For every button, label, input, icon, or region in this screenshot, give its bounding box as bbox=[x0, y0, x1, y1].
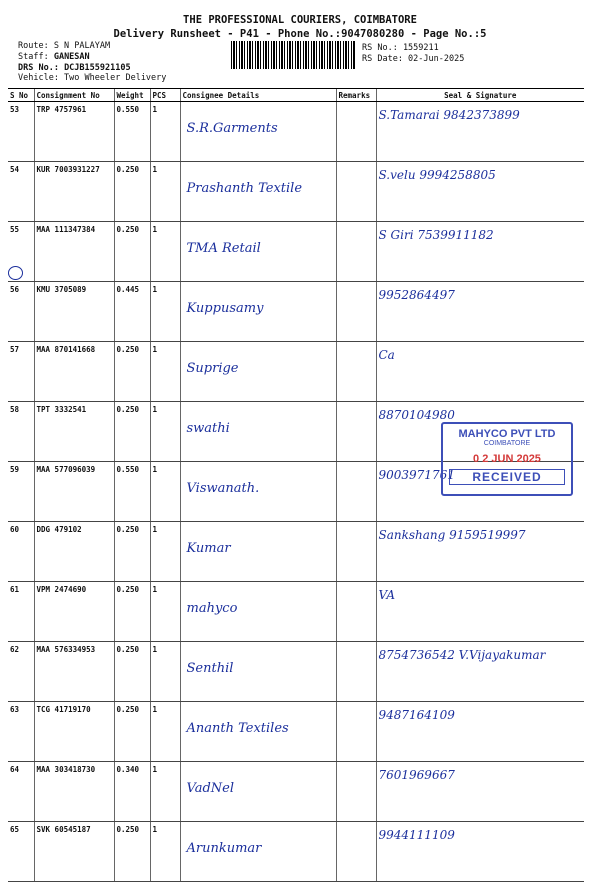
row-weight: 0.550 bbox=[114, 462, 150, 522]
table-row bbox=[8, 642, 584, 702]
row-weight: 0.250 bbox=[114, 342, 150, 402]
row-consignment-no: MAA 577096039 bbox=[34, 462, 114, 522]
row-signature: 8754736542 V.Vijayakumar bbox=[376, 642, 584, 702]
row-remarks bbox=[336, 462, 376, 522]
runsheet-subtitle: Delivery Runsheet - P41 - Phone No.:9047080280 - Page No.:5 bbox=[113, 28, 487, 40]
row-remarks bbox=[336, 582, 376, 642]
row-remarks bbox=[336, 762, 376, 822]
table-row bbox=[8, 522, 584, 582]
row-consignment-no: MAA 870141668 bbox=[34, 342, 114, 402]
row-sno: 53 bbox=[8, 102, 34, 162]
stamp-status: RECEIVED bbox=[449, 469, 565, 485]
table-row bbox=[8, 162, 584, 222]
received-stamp bbox=[441, 422, 573, 496]
table-row bbox=[8, 102, 584, 162]
row-consignment-no: KUR 7003931227 bbox=[34, 162, 114, 222]
row-signature: S Giri 7539911182 bbox=[376, 222, 584, 282]
row-consignee: VadNel bbox=[180, 762, 336, 822]
col-weight: Weight bbox=[114, 89, 150, 102]
vehicle-text: Vehicle: Two Wheeler Delivery bbox=[18, 73, 167, 83]
row-remarks bbox=[336, 222, 376, 282]
table-row bbox=[8, 282, 584, 342]
row-remarks bbox=[336, 282, 376, 342]
row-sno: 60 bbox=[8, 522, 34, 582]
row-consignee: Kumar bbox=[180, 522, 336, 582]
row-signature: 9944111109 bbox=[376, 822, 584, 882]
row-signature: Sankshang 9159519997 bbox=[376, 522, 584, 582]
table-row bbox=[8, 582, 584, 642]
row-weight: 0.250 bbox=[114, 822, 150, 882]
row-consignment-no: MAA 576334953 bbox=[34, 642, 114, 702]
row-weight: 0.445 bbox=[114, 282, 150, 342]
row-consignee: Suprige bbox=[180, 342, 336, 402]
staff-text: Staff: GANESAN bbox=[18, 52, 90, 62]
row-weight: 0.250 bbox=[114, 402, 150, 462]
route-text: Route: S N PALAYAM bbox=[18, 41, 111, 51]
drs-text: DRS No.: DCJB155921105 bbox=[18, 63, 131, 73]
row-consignment-no: DDG 479102 bbox=[34, 522, 114, 582]
row-sno: 61 bbox=[8, 582, 34, 642]
row-consignee: Prashanth Textile bbox=[180, 162, 336, 222]
row-consignment-no: TPT 3332541 bbox=[34, 402, 114, 462]
row-pcs: 1 bbox=[150, 642, 180, 702]
row-sno: 62 bbox=[8, 642, 34, 702]
row-signature: S.Tamarai 9842373899 bbox=[376, 102, 584, 162]
row-consignee: Senthil bbox=[180, 642, 336, 702]
row-57-circle-mark bbox=[8, 266, 23, 280]
row-sno: 54 bbox=[8, 162, 34, 222]
row-consignment-no: TCG 41719170 bbox=[34, 702, 114, 762]
col-consignee: Consignee Details bbox=[180, 89, 336, 102]
row-sno: 65 bbox=[8, 822, 34, 882]
stamp-company: MAHYCO PVT LTD bbox=[458, 428, 556, 440]
row-pcs: 1 bbox=[150, 102, 180, 162]
row-weight: 0.340 bbox=[114, 762, 150, 822]
barcode bbox=[231, 41, 356, 69]
row-pcs: 1 bbox=[150, 282, 180, 342]
col-pcs: PCS bbox=[150, 89, 180, 102]
row-pcs: 1 bbox=[150, 522, 180, 582]
meta-right bbox=[362, 43, 464, 65]
row-consignment-no: TRP 4757961 bbox=[34, 102, 114, 162]
row-signature: S.velu 9994258805 bbox=[376, 162, 584, 222]
row-pcs: 1 bbox=[150, 342, 180, 402]
row-pcs: 1 bbox=[150, 462, 180, 522]
table-row bbox=[8, 222, 584, 282]
stamp-city: COIMBATORE bbox=[483, 440, 531, 447]
stamp-date: 0 2 JUN 2025 bbox=[473, 453, 541, 465]
row-consignment-no: KMU 3705089 bbox=[34, 282, 114, 342]
row-pcs: 1 bbox=[150, 762, 180, 822]
row-remarks bbox=[336, 102, 376, 162]
row-consignment-no: MAA 111347384 bbox=[34, 222, 114, 282]
row-remarks bbox=[336, 402, 376, 462]
row-sno: 55 bbox=[8, 222, 34, 282]
row-sno: 57 bbox=[8, 342, 34, 402]
row-weight: 0.250 bbox=[114, 702, 150, 762]
row-signature: 9003971761 bbox=[376, 462, 584, 522]
row-consignee: swathi bbox=[180, 402, 336, 462]
table-row bbox=[8, 762, 584, 822]
row-signature: 9952864497 bbox=[376, 282, 584, 342]
rs-date-text: RS Date: 02-Jun-2025 bbox=[362, 54, 465, 64]
row-weight: 0.250 bbox=[114, 582, 150, 642]
row-remarks bbox=[336, 522, 376, 582]
row-signature: 9487164109 bbox=[376, 702, 584, 762]
table-row bbox=[8, 822, 584, 882]
row-consignee: Kuppusamy bbox=[180, 282, 336, 342]
row-pcs: 1 bbox=[150, 702, 180, 762]
table-row bbox=[8, 702, 584, 762]
table-header-row bbox=[8, 89, 584, 102]
table-row bbox=[8, 342, 584, 402]
row-sno: 56 bbox=[8, 282, 34, 342]
row-pcs: 1 bbox=[150, 822, 180, 882]
row-consignment-no: VPM 2474690 bbox=[34, 582, 114, 642]
row-sno: 58 bbox=[8, 402, 34, 462]
col-signature: Seal & Signature bbox=[376, 89, 584, 102]
row-sno: 64 bbox=[8, 762, 34, 822]
row-consignee: TMA Retail bbox=[180, 222, 336, 282]
row-pcs: 1 bbox=[150, 582, 180, 642]
row-remarks bbox=[336, 342, 376, 402]
row-signature: VA bbox=[376, 582, 584, 642]
row-weight: 0.250 bbox=[114, 522, 150, 582]
row-remarks bbox=[336, 702, 376, 762]
row-sno: 59 bbox=[8, 462, 34, 522]
row-consignee: S.R.Garments bbox=[180, 102, 336, 162]
row-remarks bbox=[336, 822, 376, 882]
page-title: THE PROFESSIONAL COURIERS, COIMBATORE bbox=[183, 14, 417, 26]
row-pcs: 1 bbox=[150, 402, 180, 462]
meta-left bbox=[18, 41, 131, 74]
row-remarks bbox=[336, 642, 376, 702]
row-consignment-no: SVK 60545187 bbox=[34, 822, 114, 882]
row-remarks bbox=[336, 162, 376, 222]
col-consignment: Consignment No bbox=[34, 89, 114, 102]
row-consignee: Arunkumar bbox=[180, 822, 336, 882]
row-weight: 0.550 bbox=[114, 102, 150, 162]
row-consignment-no: MAA 303418730 bbox=[34, 762, 114, 822]
row-signature: Ca bbox=[376, 342, 584, 402]
row-sno: 63 bbox=[8, 702, 34, 762]
col-sno: S No bbox=[8, 89, 34, 102]
col-remarks: Remarks bbox=[336, 89, 376, 102]
row-weight: 0.250 bbox=[114, 642, 150, 702]
row-weight: 0.250 bbox=[114, 162, 150, 222]
rs-no-text: RS No.: 1559211 bbox=[362, 43, 439, 53]
row-weight: 0.250 bbox=[114, 222, 150, 282]
row-consignee: Ananth Textiles bbox=[180, 702, 336, 762]
row-signature: 7601969667 bbox=[376, 762, 584, 822]
row-consignee: mahyco bbox=[180, 582, 336, 642]
row-consignee: Viswanath. bbox=[180, 462, 336, 522]
row-pcs: 1 bbox=[150, 222, 180, 282]
row-signature: 8870104980 bbox=[376, 402, 584, 462]
row-pcs: 1 bbox=[150, 162, 180, 222]
